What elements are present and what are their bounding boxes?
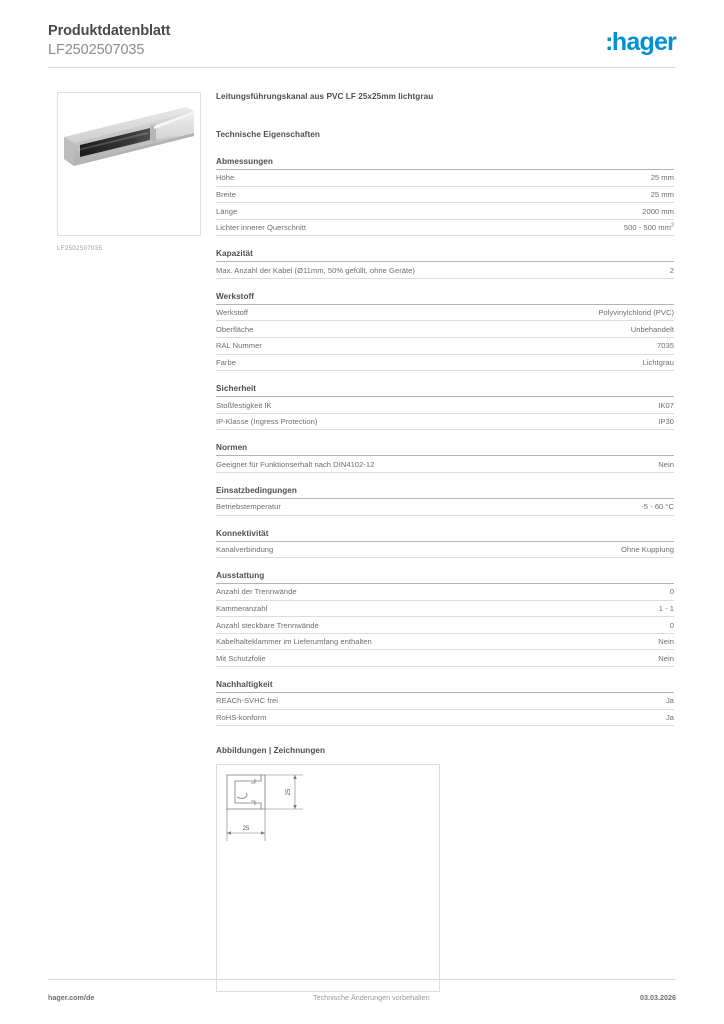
- spec-label: RoHS-konform: [216, 712, 267, 722]
- spec-group-title: Normen: [216, 443, 674, 456]
- spec-label: Lichter innerer Querschnitt: [216, 223, 307, 233]
- spec-row: [216, 634, 674, 651]
- spec-value: Ja: [665, 712, 674, 722]
- footer-date: 03.03.2026: [640, 993, 676, 1002]
- spec-value: 2000 mm: [642, 206, 674, 216]
- page-title: Produktdatenblatt: [48, 23, 171, 39]
- height-dimension-lines: [265, 775, 303, 809]
- footer-website[interactable]: hager.com/de: [48, 993, 95, 1002]
- footer-divider: [48, 979, 676, 980]
- logo-colon-icon: :: [605, 28, 612, 56]
- technical-drawing: [217, 765, 439, 991]
- spec-value: Nein: [658, 459, 674, 469]
- spec-label: Kabelhalteklammer im Lieferumfang enthalten: [216, 637, 372, 647]
- spec-row: [216, 203, 674, 220]
- spec-group-title: Ausstattung: [216, 571, 674, 584]
- spec-label: Betriebstemperatur: [216, 502, 281, 512]
- spec-group: [216, 443, 674, 473]
- spec-group-title: Nachhaltigkeit: [216, 680, 674, 693]
- spec-value: Nein: [658, 653, 674, 663]
- spec-group-title: Abmessungen: [216, 157, 674, 170]
- spec-row: [216, 710, 674, 727]
- width-dimension-label: 25: [242, 826, 250, 833]
- spec-group: [216, 384, 674, 430]
- spec-row: [216, 414, 674, 431]
- spec-value: 500 - 500 $mm^2$: [623, 222, 674, 233]
- spec-label: Mit Schutzfolie: [216, 653, 266, 663]
- spec-label: Geeignet für Funktionserhalt nach DIN4102-12: [216, 459, 375, 469]
- spec-label: REACh-SVHC frei: [216, 696, 278, 706]
- spec-group: [216, 571, 674, 667]
- technical-properties-title: Technische Eigenschaften: [216, 130, 320, 139]
- spec-group-title: Einsatzbedingungen: [216, 486, 674, 499]
- product-photo: [58, 93, 200, 235]
- spec-row: [216, 601, 674, 618]
- product-image-caption: LF2502507035: [57, 245, 103, 252]
- product-image-frame: [57, 92, 201, 236]
- spec-value: 7035: [657, 341, 674, 351]
- header-titles: [48, 22, 170, 59]
- spec-group: [216, 529, 674, 559]
- spec-row: [216, 355, 674, 372]
- drawing-box: [216, 764, 440, 992]
- spec-label: Farbe: [216, 358, 236, 368]
- height-dimension-label: 25: [286, 788, 292, 796]
- spec-value: 1 - 1: [658, 604, 674, 614]
- spec-label: Länge: [216, 206, 238, 216]
- spec-label: Höhe: [216, 173, 235, 183]
- spec-label: Kanalverbindung: [216, 544, 274, 554]
- spec-row: [216, 542, 674, 559]
- spec-value: Polyvinylchlorid (PVC): [598, 308, 674, 318]
- spec-value: 0: [669, 587, 674, 597]
- spec-group: [216, 680, 674, 726]
- spec-label: Max. Anzahl der Kabel (Ø11mm, 50% gefüllt, ohne Geräte): [216, 265, 415, 275]
- logo-wordmark: hager: [611, 28, 676, 56]
- spec-value: IK07: [658, 400, 674, 410]
- spec-value: 0: [669, 620, 674, 630]
- spec-value: 25 mm: [650, 189, 674, 199]
- spec-label: Anzahl steckbare Trennwände: [216, 620, 319, 630]
- spec-value: Lichtgrau: [642, 358, 674, 368]
- spec-value: IP30: [658, 417, 674, 427]
- spec-value: 25 mm: [650, 173, 674, 183]
- hager-logo: [605, 30, 676, 55]
- spec-group: [216, 486, 674, 516]
- spec-group: [216, 249, 674, 279]
- spec-label: RAL Nummer: [216, 341, 262, 351]
- spec-label: Oberfläche: [216, 324, 254, 334]
- spec-label: Anzahl der Trennwände: [216, 587, 297, 597]
- spec-group-title: Kapazität: [216, 249, 674, 262]
- product-name: Leitungsführungskanal aus PVC LF 25x25mm lichtgrau: [216, 92, 434, 101]
- spec-row: [216, 584, 674, 601]
- spec-row: [216, 187, 674, 204]
- spec-row: [216, 262, 674, 279]
- spec-label: Stoßfestigkeit IK: [216, 400, 272, 410]
- spec-group: [216, 292, 674, 371]
- spec-value: Ja: [665, 696, 674, 706]
- spec-value: Ohne Kupplung: [620, 544, 674, 554]
- spec-row: [216, 321, 674, 338]
- width-dimension-lines: [227, 809, 265, 841]
- spec-group-title: Sicherheit: [216, 384, 674, 397]
- spec-row: [216, 397, 674, 414]
- spec-row: [216, 499, 674, 516]
- article-number: LF2502507035: [48, 42, 145, 59]
- footer-disclaimer: Technische Änderungen vorbehalten: [312, 993, 430, 1002]
- spec-label: IP-Klasse (Ingress Protection): [216, 417, 318, 427]
- spec-row: [216, 220, 674, 237]
- spec-row: [216, 456, 674, 473]
- spec-groups: [216, 157, 674, 726]
- spec-row: [216, 693, 674, 710]
- drawings-title: Abbildungen | Zeichnungen: [216, 746, 326, 756]
- spec-row: [216, 338, 674, 355]
- spec-label: Breite: [216, 189, 236, 199]
- spec-row: [216, 170, 674, 187]
- spec-group-title: Konnektivität: [216, 529, 674, 542]
- spec-value: 2: [669, 265, 674, 275]
- page-footer: [48, 993, 676, 1002]
- spec-label: Kammeranzahl: [216, 604, 268, 614]
- specifications-column: [216, 92, 674, 992]
- spec-label: Werkstoff: [216, 308, 248, 318]
- header-divider: [48, 67, 676, 68]
- spec-value: Nein: [658, 637, 674, 647]
- spec-group: [216, 157, 674, 236]
- spec-row: [216, 617, 674, 634]
- product-image-column: [57, 92, 201, 252]
- spec-row: [216, 650, 674, 667]
- spec-value: -5 - 60 °C: [641, 502, 674, 512]
- spec-group-title: Werkstoff: [216, 292, 674, 305]
- spec-value: Unbehandelt: [630, 324, 674, 334]
- page-header: [48, 22, 676, 68]
- spec-row: [216, 305, 674, 322]
